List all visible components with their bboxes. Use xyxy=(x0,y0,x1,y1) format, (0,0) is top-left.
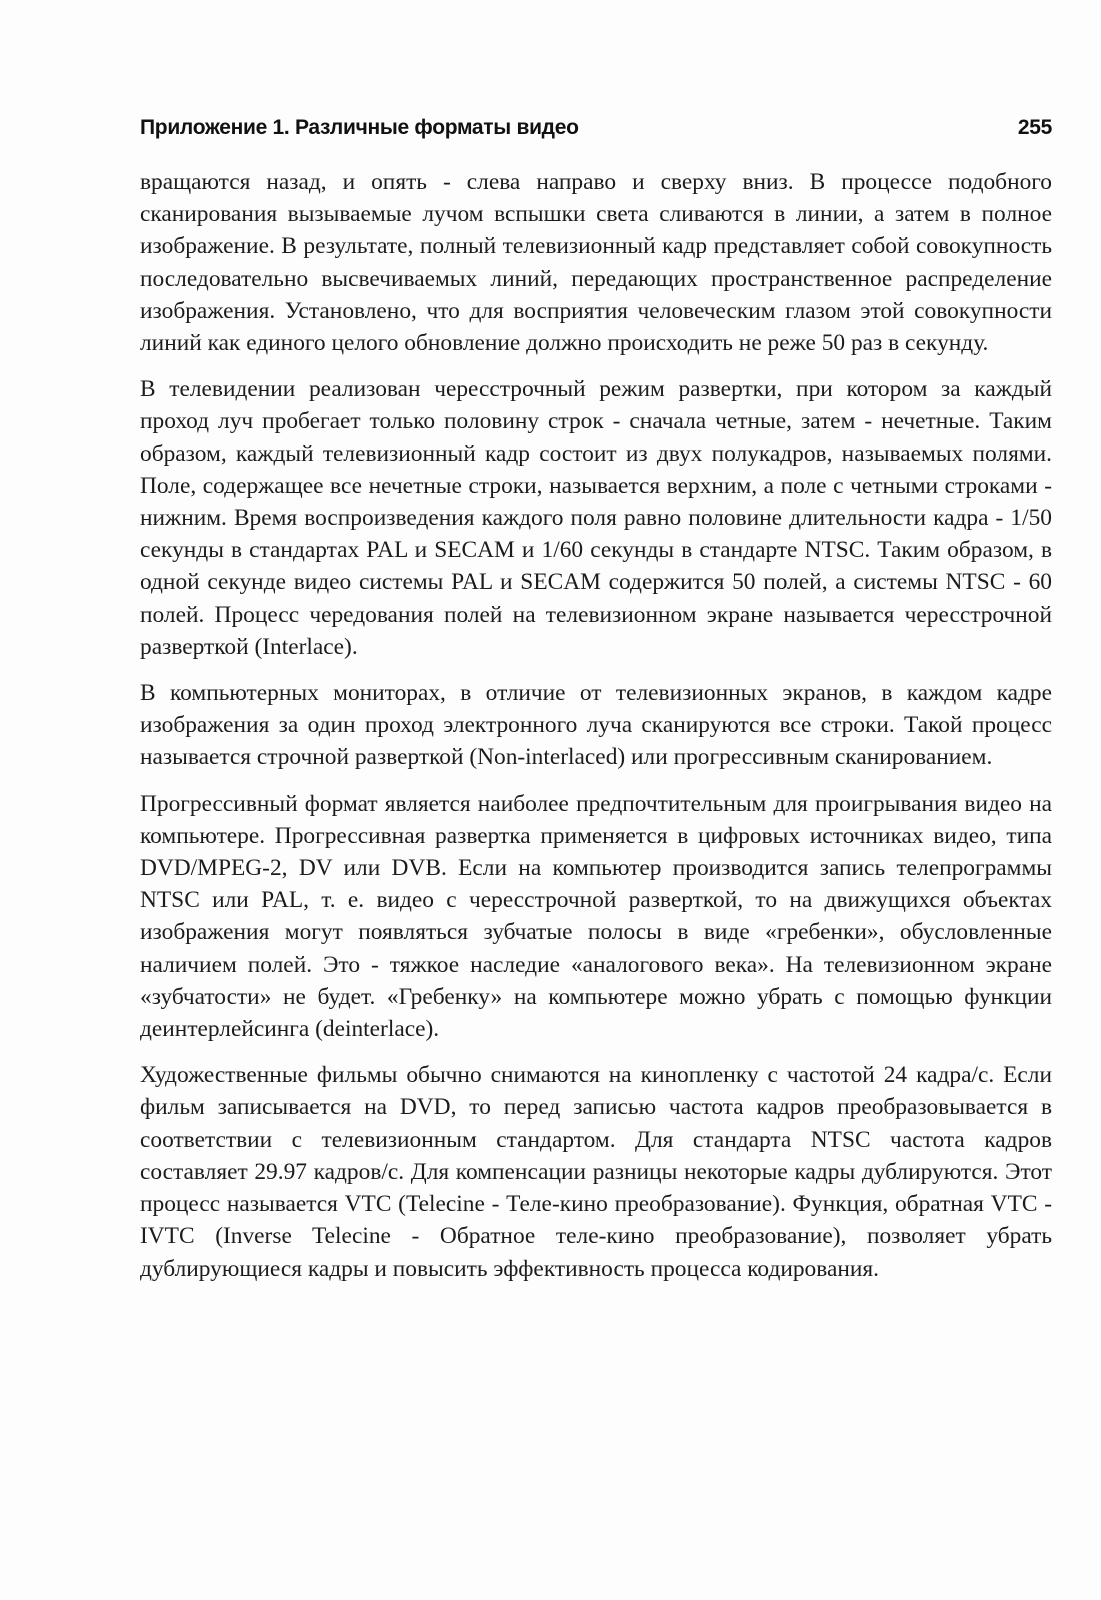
text-body xyxy=(140,166,1052,1299)
paragraph: В компьютерных мониторах, в отличие от телевизионных экранов, в каждом кадре изображения за один проход электронного луча сканируются все строки. Такой процесс называется строчной разверткой (Non-interlaced) или прогрессивным сканированием. xyxy=(140,680,1052,771)
paragraph: вращаются назад, и опять - слева направо и сверху вниз. В процессе подобного сканирования вызываемые лучом вспышки света сливаются в линии, а затем в полное изображение. В результате, полный телевизионный кадр представляет собой совокупность последовательно высвечиваемых линий, передающих пространственное распределение изображения. Установлено, что для восприятия человеческим глазом этой совокупности линий как единого целого обновление должно происходить не реже 50 раз в секунду. xyxy=(140,169,1052,357)
paragraph: Прогрессивный формат является наиболее предпочтительным для проигрывания видео на компьютере. Прогрессивная развертка применяется в цифровых источниках видео, типа DVD/MPEG-2, DV или DVB. Если на компьютер производится запись телепрограммы NTSC или PAL, т. е. видео с чересстрочной разверткой, то на движущихся объектах изображения могут появляться зубчатые полосы в виде «гребенки», обусловленные наличием полей. Это - тяжкое наследие «аналогового века». На телевизионном экране «зубчатости» не будет. «Гребенку» на компьютере можно убрать с помощью функции деинтерлейсинга (deinterlace). xyxy=(140,790,1052,1043)
running-header xyxy=(140,116,1052,150)
page-number: 255 xyxy=(1017,116,1052,139)
paragraph: Художественные фильмы обычно снимаются на кинопленку с частотой 24 кадра/с. Если фильм записывается на DVD, то перед записью частота кадров преобразовывается в соответствии с телевизионным стандартом. Для стандарта NTSC частота кадров составляет 29.97 кадров/с. Для компенсации разницы некоторые кадры дублируются. Этот процесс называется VTC (Telecine - Теле-кино преобразование). Функция, обратная VTC - IVTC (Inverse Telecine - Обратное теле-кино преобразование), позволяет убрать дублирующиеся кадры и повысить эффективность процесса кодирования. xyxy=(140,1062,1052,1282)
paragraph: В телевидении реализован чересстрочный режим развертки, при котором за каждый проход луч пробегает только половину строк - сначала четные, затем - нечетные. Таким образом, каждый телевизионный кадр состоит из двух полукадров, называемых полями. Поле, содержащее все нечетные строки, называется верхним, а поле с четными строками - нижним. Время воспроизведения каждого поля равно половине длительности кадра - 1/50 секунды в стандартах PAL и SECAM и 1/60 секунды в стандарте NTSC. Таким образом, в одной секунде видео системы PAL и SECAM содержится 50 полей, а системы NTSC - 60 полей. Процесс чередования полей на телевизионном экране называется чересстрочной разверткой (Interlace). xyxy=(140,376,1052,660)
chapter-title: Приложение 1. Различные форматы видео xyxy=(140,116,579,139)
